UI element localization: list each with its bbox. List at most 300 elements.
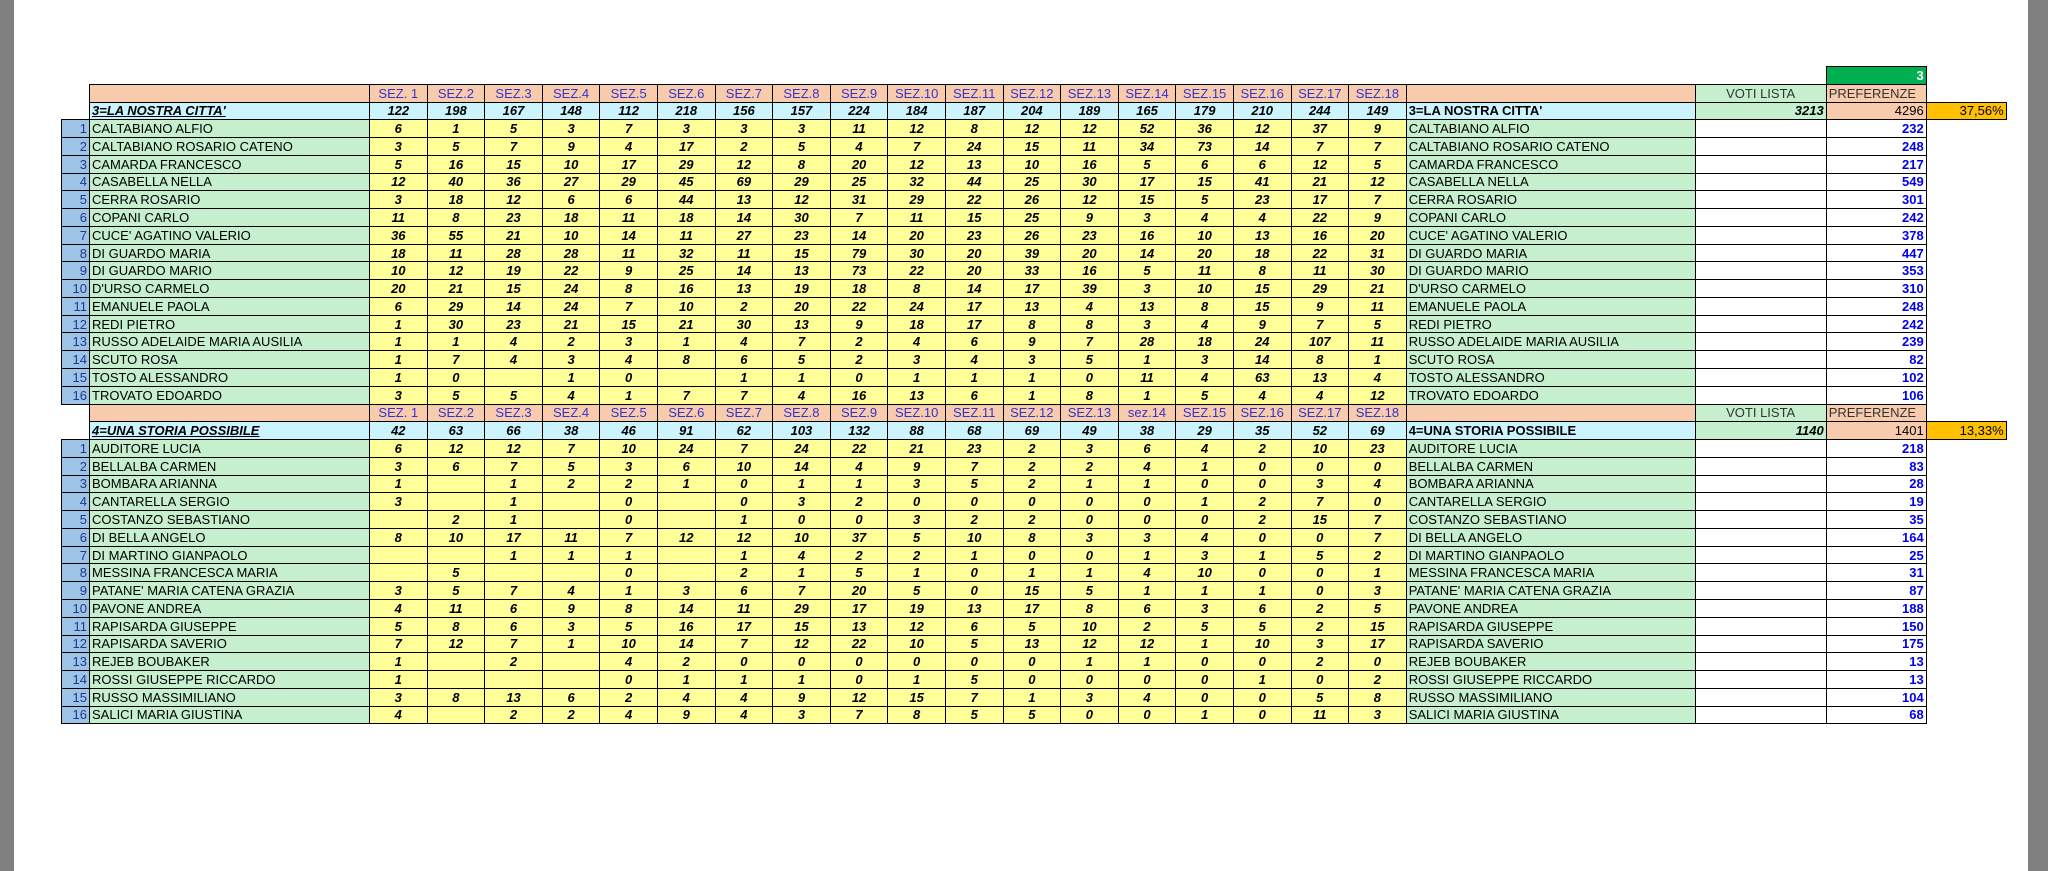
vote-cell[interactable]: 17 <box>1118 173 1176 191</box>
vote-cell[interactable]: 6 <box>427 457 485 475</box>
vote-cell[interactable]: 0 <box>1118 511 1176 529</box>
vote-cell[interactable]: 5 <box>945 475 1003 493</box>
vote-cell[interactable]: 16 <box>427 155 485 173</box>
candidate-name-cell[interactable]: CASABELLA NELLA <box>90 173 370 191</box>
vote-cell[interactable]: 3 <box>1061 440 1119 458</box>
list-total-cell[interactable]: 38 <box>1118 422 1176 440</box>
vote-cell[interactable]: 29 <box>773 173 831 191</box>
list-total-cell[interactable]: 187 <box>945 102 1003 120</box>
row-number-cell[interactable]: 14 <box>62 351 90 369</box>
row-number-cell[interactable]: 4 <box>62 173 90 191</box>
vote-cell[interactable]: 3 <box>1003 351 1061 369</box>
preferences-cell[interactable]: 353 <box>1826 262 1926 280</box>
votes-cell[interactable] <box>1695 226 1826 244</box>
vote-cell[interactable]: 15 <box>1291 511 1349 529</box>
vote-cell[interactable]: 7 <box>773 333 831 351</box>
vote-cell[interactable]: 0 <box>1003 653 1061 671</box>
vote-cell[interactable]: 7 <box>945 457 1003 475</box>
vote-cell[interactable]: 5 <box>1061 351 1119 369</box>
vote-cell[interactable]: 5 <box>830 564 888 582</box>
vote-cell[interactable]: 7 <box>830 706 888 724</box>
vote-cell[interactable]: 5 <box>1061 582 1119 600</box>
vote-cell[interactable]: 0 <box>1233 528 1291 546</box>
candidate-name-cell[interactable]: EMANUELE PAOLA <box>90 297 370 315</box>
vote-cell[interactable]: 5 <box>888 582 946 600</box>
vote-cell[interactable] <box>542 511 600 529</box>
candidate-name2-cell[interactable]: CUCE' AGATINO VALERIO <box>1406 226 1695 244</box>
list-total-cell[interactable]: 62 <box>715 422 773 440</box>
vote-cell[interactable]: 0 <box>1176 475 1234 493</box>
row-number-cell[interactable]: 2 <box>62 457 90 475</box>
vote-cell[interactable]: 10 <box>1291 440 1349 458</box>
vote-cell[interactable]: 1 <box>1061 653 1119 671</box>
vote-cell[interactable]: 0 <box>773 653 831 671</box>
vote-cell[interactable]: 17 <box>1003 280 1061 298</box>
vote-cell[interactable]: 1 <box>1118 386 1176 404</box>
candidate-name-cell[interactable]: DI MARTINO GIANPAOLO <box>90 546 370 564</box>
vote-cell[interactable]: 29 <box>657 155 715 173</box>
vote-cell[interactable]: 15 <box>1003 138 1061 156</box>
vote-cell[interactable]: 0 <box>945 493 1003 511</box>
row-number-cell[interactable]: 15 <box>62 688 90 706</box>
row-number-cell[interactable]: 14 <box>62 671 90 689</box>
list-total-cell[interactable]: 29 <box>1176 422 1234 440</box>
row-number-cell[interactable]: 3 <box>62 155 90 173</box>
list-total-cell[interactable]: 69 <box>1003 422 1061 440</box>
preferences-cell[interactable]: 87 <box>1826 582 1926 600</box>
candidate-name-cell[interactable]: CANTARELLA SERGIO <box>90 493 370 511</box>
candidate-name2-cell[interactable]: RAPISARDA GIUSEPPE <box>1406 617 1695 635</box>
vote-cell[interactable]: 2 <box>1291 653 1349 671</box>
vote-cell[interactable]: 5 <box>945 671 1003 689</box>
section-header-cell[interactable]: SEZ.18 <box>1349 84 1407 102</box>
vote-cell[interactable]: 6 <box>370 440 428 458</box>
vote-cell[interactable]: 25 <box>1003 209 1061 227</box>
vote-cell[interactable]: 6 <box>1118 599 1176 617</box>
candidate-name2-cell[interactable]: BOMBARA ARIANNA <box>1406 475 1695 493</box>
vote-cell[interactable]: 14 <box>773 457 831 475</box>
list-total-cell[interactable]: 63 <box>427 422 485 440</box>
votes-cell[interactable] <box>1695 528 1826 546</box>
vote-cell[interactable]: 2 <box>1349 546 1407 564</box>
vote-cell[interactable] <box>542 564 600 582</box>
candidate-name-cell[interactable]: RUSSO MASSIMILIANO <box>90 688 370 706</box>
vote-cell[interactable]: 18 <box>1176 333 1234 351</box>
list-pref-cell[interactable]: 1401 <box>1826 422 1926 440</box>
vote-cell[interactable]: 4 <box>600 706 658 724</box>
vote-cell[interactable]: 25 <box>1003 173 1061 191</box>
vote-cell[interactable]: 2 <box>600 688 658 706</box>
vote-cell[interactable]: 8 <box>1003 528 1061 546</box>
list-votes-cell[interactable]: 1140 <box>1695 422 1826 440</box>
vote-cell[interactable]: 24 <box>888 297 946 315</box>
candidate-name2-cell[interactable]: TROVATO EDOARDO <box>1406 386 1695 404</box>
vote-cell[interactable]: 2 <box>542 475 600 493</box>
candidate-name-cell[interactable]: REDI PIETRO <box>90 315 370 333</box>
candidate-name-cell[interactable]: DI GUARDO MARIA <box>90 244 370 262</box>
section-header-cell[interactable]: sez.14 <box>1118 404 1176 422</box>
votes-cell[interactable] <box>1695 493 1826 511</box>
vote-cell[interactable]: 30 <box>773 209 831 227</box>
votes-cell[interactable] <box>1695 244 1826 262</box>
vote-cell[interactable]: 12 <box>1061 120 1119 138</box>
vote-cell[interactable]: 12 <box>485 191 543 209</box>
vote-cell[interactable]: 0 <box>1176 511 1234 529</box>
vote-cell[interactable]: 2 <box>715 138 773 156</box>
vote-cell[interactable]: 4 <box>1233 386 1291 404</box>
vote-cell[interactable]: 25 <box>657 262 715 280</box>
vote-cell[interactable]: 0 <box>427 369 485 387</box>
vote-cell[interactable]: 2 <box>830 333 888 351</box>
list-pref-cell[interactable]: 4296 <box>1826 102 1926 120</box>
vote-cell[interactable]: 31 <box>830 191 888 209</box>
votes-cell[interactable] <box>1695 511 1826 529</box>
vote-cell[interactable]: 3 <box>888 475 946 493</box>
vote-cell[interactable]: 12 <box>657 528 715 546</box>
vote-cell[interactable]: 7 <box>600 297 658 315</box>
preferences-cell[interactable]: 188 <box>1826 599 1926 617</box>
preferences-cell[interactable]: 102 <box>1826 369 1926 387</box>
row-number-cell[interactable]: 4 <box>62 493 90 511</box>
vote-cell[interactable]: 0 <box>1233 688 1291 706</box>
candidate-name-cell[interactable]: REJEB BOUBAKER <box>90 653 370 671</box>
vote-cell[interactable]: 21 <box>427 280 485 298</box>
vote-cell[interactable]: 5 <box>888 528 946 546</box>
section-header-cell[interactable]: SEZ. 1 <box>370 84 428 102</box>
vote-cell[interactable]: 29 <box>773 599 831 617</box>
vote-cell[interactable]: 1 <box>1233 671 1291 689</box>
vote-cell[interactable]: 5 <box>370 155 428 173</box>
vote-cell[interactable]: 13 <box>830 617 888 635</box>
vote-cell[interactable]: 15 <box>945 209 1003 227</box>
vote-cell[interactable]: 2 <box>1118 617 1176 635</box>
vote-cell[interactable]: 4 <box>600 138 658 156</box>
vote-cell[interactable]: 6 <box>945 386 1003 404</box>
vote-cell[interactable]: 11 <box>600 209 658 227</box>
vote-cell[interactable]: 12 <box>1233 120 1291 138</box>
vote-cell[interactable]: 11 <box>370 209 428 227</box>
vote-cell[interactable]: 7 <box>485 582 543 600</box>
vote-cell[interactable]: 2 <box>657 653 715 671</box>
vote-cell[interactable]: 8 <box>427 688 485 706</box>
candidate-name-cell[interactable]: AUDITORE LUCIA <box>90 440 370 458</box>
vote-cell[interactable]: 21 <box>1349 280 1407 298</box>
vote-cell[interactable]: 5 <box>773 351 831 369</box>
vote-cell[interactable]: 1 <box>888 564 946 582</box>
candidate-name-cell[interactable]: RAPISARDA SAVERIO <box>90 635 370 653</box>
vote-cell[interactable]: 1 <box>427 120 485 138</box>
vote-cell[interactable]: 0 <box>1061 671 1119 689</box>
vote-cell[interactable]: 4 <box>1349 475 1407 493</box>
list-total-cell[interactable]: 69 <box>1349 422 1407 440</box>
vote-cell[interactable]: 4 <box>1118 688 1176 706</box>
vote-cell[interactable]: 17 <box>830 599 888 617</box>
vote-cell[interactable] <box>427 653 485 671</box>
vote-cell[interactable]: 7 <box>485 138 543 156</box>
list-total-cell[interactable]: 52 <box>1291 422 1349 440</box>
vote-cell[interactable]: 11 <box>1118 369 1176 387</box>
candidate-name2-cell[interactable]: ROSSI GIUSEPPE RICCARDO <box>1406 671 1695 689</box>
vote-cell[interactable]: 1 <box>1061 564 1119 582</box>
vote-cell[interactable]: 13 <box>715 191 773 209</box>
vote-cell[interactable]: 17 <box>657 138 715 156</box>
vote-cell[interactable]: 10 <box>1233 635 1291 653</box>
vote-cell[interactable]: 1 <box>370 475 428 493</box>
vote-cell[interactable]: 1 <box>370 671 428 689</box>
vote-cell[interactable]: 23 <box>945 226 1003 244</box>
votes-cell[interactable] <box>1695 262 1826 280</box>
preferences-cell[interactable]: 242 <box>1826 315 1926 333</box>
vote-cell[interactable]: 11 <box>715 599 773 617</box>
vote-cell[interactable]: 9 <box>1233 315 1291 333</box>
vote-cell[interactable]: 1 <box>773 671 831 689</box>
vote-cell[interactable]: 24 <box>542 297 600 315</box>
vote-cell[interactable]: 3 <box>370 493 428 511</box>
vote-cell[interactable]: 7 <box>427 351 485 369</box>
vote-cell[interactable]: 15 <box>1349 617 1407 635</box>
vote-cell[interactable]: 5 <box>1176 191 1234 209</box>
vote-cell[interactable]: 17 <box>945 297 1003 315</box>
vote-cell[interactable]: 5 <box>1349 155 1407 173</box>
preferences-cell[interactable]: 19 <box>1826 493 1926 511</box>
vote-cell[interactable]: 1 <box>1003 369 1061 387</box>
vote-cell[interactable]: 7 <box>1291 138 1349 156</box>
vote-cell[interactable]: 16 <box>830 386 888 404</box>
vote-cell[interactable]: 0 <box>1118 493 1176 511</box>
vote-cell[interactable]: 15 <box>773 244 831 262</box>
candidate-name-cell[interactable]: BOMBARA ARIANNA <box>90 475 370 493</box>
candidate-name-cell[interactable]: SCUTO ROSA <box>90 351 370 369</box>
vote-cell[interactable]: 21 <box>657 315 715 333</box>
vote-cell[interactable]: 1 <box>830 475 888 493</box>
vote-cell[interactable]: 11 <box>600 244 658 262</box>
vote-cell[interactable]: 7 <box>1349 511 1407 529</box>
vote-cell[interactable]: 16 <box>657 617 715 635</box>
vote-cell[interactable]: 1 <box>657 671 715 689</box>
section-header-cell[interactable]: SEZ.17 <box>1291 404 1349 422</box>
vote-cell[interactable]: 3 <box>1118 280 1176 298</box>
vote-cell[interactable]: 23 <box>773 226 831 244</box>
vote-cell[interactable]: 1 <box>1061 475 1119 493</box>
vote-cell[interactable]: 0 <box>1061 546 1119 564</box>
vote-cell[interactable]: 30 <box>715 315 773 333</box>
vote-cell[interactable]: 40 <box>427 173 485 191</box>
vote-cell[interactable]: 1 <box>370 315 428 333</box>
vote-cell[interactable]: 9 <box>542 599 600 617</box>
vote-cell[interactable]: 3 <box>1291 635 1349 653</box>
candidate-name2-cell[interactable]: REJEB BOUBAKER <box>1406 653 1695 671</box>
vote-cell[interactable]: 18 <box>427 191 485 209</box>
list-total-cell[interactable]: 148 <box>542 102 600 120</box>
candidate-name2-cell[interactable]: PAVONE ANDREA <box>1406 599 1695 617</box>
vote-cell[interactable]: 3 <box>1349 582 1407 600</box>
vote-cell[interactable]: 13 <box>715 280 773 298</box>
vote-cell[interactable]: 17 <box>1291 191 1349 209</box>
vote-cell[interactable]: 16 <box>1118 226 1176 244</box>
vote-cell[interactable]: 5 <box>1349 599 1407 617</box>
votes-cell[interactable] <box>1695 564 1826 582</box>
vote-cell[interactable]: 0 <box>888 653 946 671</box>
vote-cell[interactable]: 1 <box>370 351 428 369</box>
vote-cell[interactable]: 28 <box>542 244 600 262</box>
section-header-cell[interactable]: SEZ.13 <box>1061 404 1119 422</box>
vote-cell[interactable]: 0 <box>1061 706 1119 724</box>
vote-cell[interactable]: 11 <box>542 528 600 546</box>
vote-cell[interactable]: 5 <box>945 706 1003 724</box>
preferences-cell[interactable]: 150 <box>1826 617 1926 635</box>
vote-cell[interactable]: 24 <box>773 440 831 458</box>
vote-cell[interactable]: 6 <box>715 351 773 369</box>
list-count-cell[interactable]: 3 <box>1826 67 1926 85</box>
vote-cell[interactable]: 7 <box>715 440 773 458</box>
votes-cell[interactable] <box>1695 706 1826 724</box>
vote-cell[interactable]: 20 <box>370 280 428 298</box>
vote-cell[interactable]: 23 <box>485 209 543 227</box>
vote-cell[interactable]: 4 <box>370 599 428 617</box>
section-header-cell[interactable]: SEZ.9 <box>830 404 888 422</box>
vote-cell[interactable]: 19 <box>888 599 946 617</box>
vote-cell[interactable]: 44 <box>945 173 1003 191</box>
vote-cell[interactable]: 63 <box>1233 369 1291 387</box>
vote-cell[interactable]: 0 <box>830 369 888 387</box>
vote-cell[interactable]: 4 <box>1291 386 1349 404</box>
preferences-cell[interactable]: 310 <box>1826 280 1926 298</box>
vote-cell[interactable]: 69 <box>715 173 773 191</box>
vote-cell[interactable]: 1 <box>1003 564 1061 582</box>
vote-cell[interactable]: 18 <box>1233 244 1291 262</box>
votes-header-cell[interactable]: VOTI LISTA <box>1695 404 1826 422</box>
vote-cell[interactable] <box>427 475 485 493</box>
vote-cell[interactable]: 3 <box>542 351 600 369</box>
vote-cell[interactable]: 2 <box>1061 457 1119 475</box>
vote-cell[interactable]: 3 <box>1118 209 1176 227</box>
vote-cell[interactable]: 8 <box>600 599 658 617</box>
vote-cell[interactable]: 6 <box>1233 599 1291 617</box>
vote-cell[interactable]: 9 <box>600 262 658 280</box>
vote-cell[interactable]: 4 <box>773 546 831 564</box>
preferences-cell[interactable]: 301 <box>1826 191 1926 209</box>
vote-cell[interactable]: 30 <box>1349 262 1407 280</box>
row-number-cell[interactable]: 7 <box>62 226 90 244</box>
vote-cell[interactable]: 1 <box>600 386 658 404</box>
votes-cell[interactable] <box>1695 280 1826 298</box>
vote-cell[interactable]: 9 <box>1349 120 1407 138</box>
vote-cell[interactable]: 20 <box>830 582 888 600</box>
vote-cell[interactable]: 1 <box>485 475 543 493</box>
section-header-cell[interactable]: SEZ.8 <box>773 404 831 422</box>
vote-cell[interactable]: 13 <box>1291 369 1349 387</box>
vote-cell[interactable] <box>657 369 715 387</box>
vote-cell[interactable]: 15 <box>1118 191 1176 209</box>
candidate-name-cell[interactable]: CUCE' AGATINO VALERIO <box>90 226 370 244</box>
vote-cell[interactable]: 12 <box>773 635 831 653</box>
vote-cell[interactable]: 0 <box>1349 457 1407 475</box>
vote-cell[interactable]: 20 <box>830 155 888 173</box>
preferences-cell[interactable]: 13 <box>1826 653 1926 671</box>
vote-cell[interactable]: 12 <box>1003 120 1061 138</box>
vote-cell[interactable]: 15 <box>485 155 543 173</box>
votes-cell[interactable] <box>1695 671 1826 689</box>
vote-cell[interactable]: 11 <box>888 209 946 227</box>
vote-cell[interactable]: 23 <box>945 440 1003 458</box>
vote-cell[interactable]: 0 <box>1291 582 1349 600</box>
vote-cell[interactable]: 24 <box>542 280 600 298</box>
section-header-cell[interactable]: SEZ.3 <box>485 84 543 102</box>
vote-cell[interactable]: 4 <box>773 386 831 404</box>
vote-cell[interactable]: 2 <box>542 333 600 351</box>
vote-cell[interactable]: 0 <box>600 671 658 689</box>
vote-cell[interactable]: 6 <box>542 191 600 209</box>
candidate-name2-cell[interactable]: CASABELLA NELLA <box>1406 173 1695 191</box>
vote-cell[interactable]: 14 <box>600 226 658 244</box>
vote-cell[interactable]: 11 <box>1291 706 1349 724</box>
list-total-cell[interactable]: 224 <box>830 102 888 120</box>
vote-cell[interactable]: 7 <box>830 209 888 227</box>
vote-cell[interactable]: 1 <box>945 546 1003 564</box>
row-number-cell[interactable]: 5 <box>62 511 90 529</box>
candidate-name-cell[interactable]: ROSSI GIUSEPPE RICCARDO <box>90 671 370 689</box>
candidate-name-cell[interactable]: PAVONE ANDREA <box>90 599 370 617</box>
candidate-name2-cell[interactable]: RUSSO MASSIMILIANO <box>1406 688 1695 706</box>
row-number-cell[interactable]: 15 <box>62 369 90 387</box>
vote-cell[interactable]: 1 <box>657 333 715 351</box>
vote-cell[interactable]: 16 <box>1061 155 1119 173</box>
vote-cell[interactable]: 24 <box>657 440 715 458</box>
vote-cell[interactable]: 4 <box>1118 564 1176 582</box>
vote-cell[interactable] <box>370 564 428 582</box>
vote-cell[interactable]: 3 <box>370 191 428 209</box>
vote-cell[interactable]: 15 <box>1233 297 1291 315</box>
vote-cell[interactable]: 3 <box>1118 528 1176 546</box>
section-header-cell[interactable]: SEZ.15 <box>1176 84 1234 102</box>
vote-cell[interactable] <box>485 369 543 387</box>
vote-cell[interactable]: 7 <box>945 688 1003 706</box>
vote-cell[interactable]: 1 <box>1233 582 1291 600</box>
vote-cell[interactable]: 3 <box>370 138 428 156</box>
preferences-cell[interactable]: 248 <box>1826 138 1926 156</box>
vote-cell[interactable]: 3 <box>1061 688 1119 706</box>
vote-cell[interactable]: 5 <box>945 635 1003 653</box>
vote-cell[interactable]: 18 <box>542 209 600 227</box>
vote-cell[interactable]: 0 <box>1118 706 1176 724</box>
vote-cell[interactable]: 12 <box>830 688 888 706</box>
vote-cell[interactable]: 5 <box>427 582 485 600</box>
vote-cell[interactable]: 1 <box>715 671 773 689</box>
vote-cell[interactable]: 12 <box>427 635 485 653</box>
candidate-name-cell[interactable]: PATANE' MARIA CATENA GRAZIA <box>90 582 370 600</box>
vote-cell[interactable]: 17 <box>600 155 658 173</box>
vote-cell[interactable]: 29 <box>600 173 658 191</box>
vote-cell[interactable]: 4 <box>1118 457 1176 475</box>
vote-cell[interactable]: 1 <box>1118 653 1176 671</box>
vote-cell[interactable]: 13 <box>773 262 831 280</box>
list-total-cell[interactable]: 35 <box>1233 422 1291 440</box>
row-number-cell[interactable]: 9 <box>62 582 90 600</box>
list-total-cell[interactable]: 179 <box>1176 102 1234 120</box>
vote-cell[interactable]: 0 <box>1233 457 1291 475</box>
vote-cell[interactable]: 10 <box>1061 617 1119 635</box>
vote-cell[interactable]: 10 <box>427 528 485 546</box>
candidate-name2-cell[interactable]: CALTABIANO ROSARIO CATENO <box>1406 138 1695 156</box>
row-number-cell[interactable]: 9 <box>62 262 90 280</box>
vote-cell[interactable]: 3 <box>600 333 658 351</box>
vote-cell[interactable]: 13 <box>888 386 946 404</box>
vote-cell[interactable]: 0 <box>1003 546 1061 564</box>
row-number-cell[interactable]: 11 <box>62 297 90 315</box>
vote-cell[interactable]: 1 <box>773 564 831 582</box>
vote-cell[interactable]: 29 <box>1291 280 1349 298</box>
vote-cell[interactable]: 20 <box>945 262 1003 280</box>
